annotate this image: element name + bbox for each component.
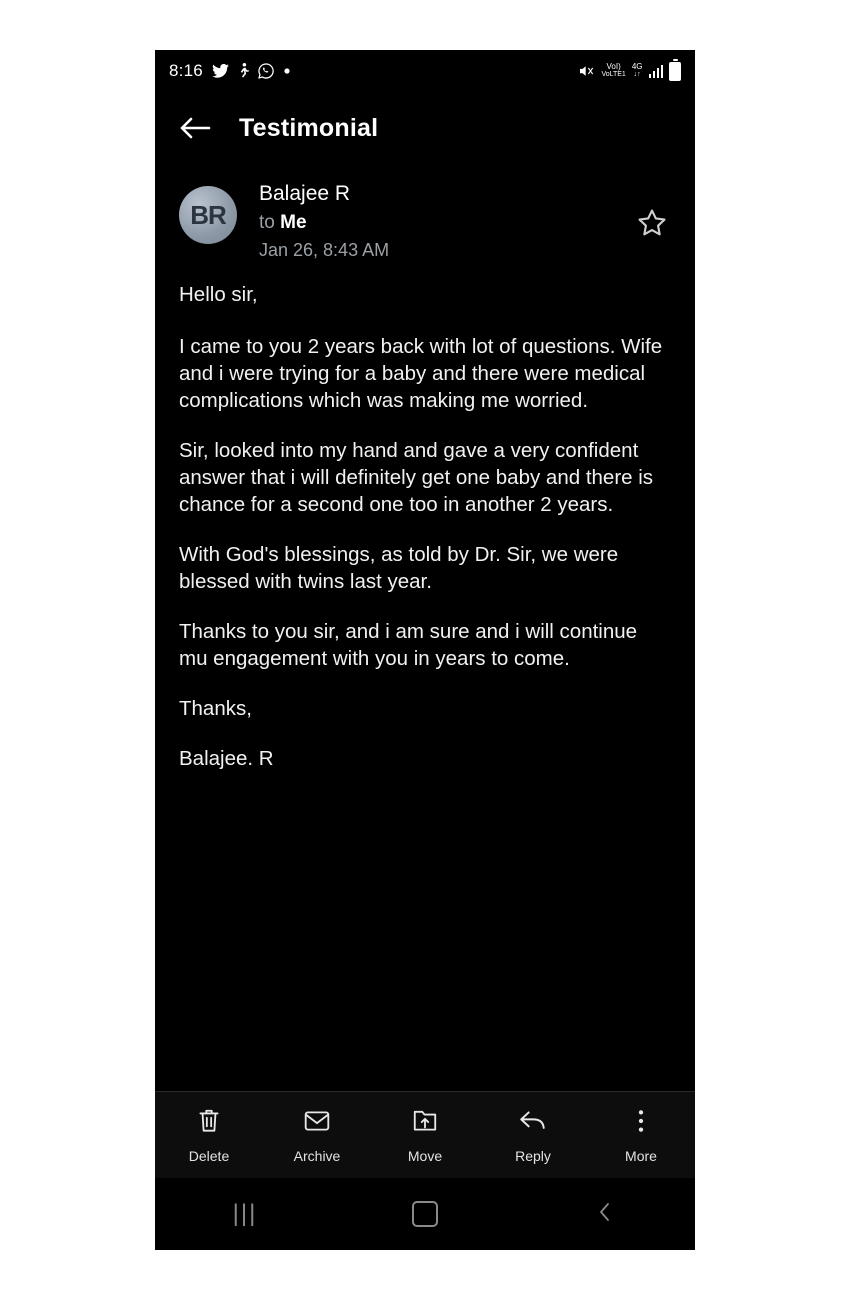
move-label: Move <box>407 1147 443 1164</box>
signal-icon <box>649 64 664 78</box>
archive-button[interactable] <box>263 1107 371 1164</box>
status-clock: 8:16 <box>169 61 203 80</box>
recipient-prefix: to <box>259 212 275 233</box>
dot-icon <box>283 67 291 75</box>
battery-icon <box>669 62 681 81</box>
system-nav-bar <box>155 1178 695 1250</box>
body-paragraph: Sir, looked into my hand and gave a very confident answer that i will definitely get one baby and there is chance for a second one too in another 2 years. <box>179 439 654 516</box>
status-right-group <box>579 50 681 92</box>
phone-screen <box>155 50 695 1250</box>
archive-label: Archive <box>293 1147 341 1164</box>
twitter-icon <box>212 64 229 78</box>
avatar: BR <box>179 186 237 244</box>
system-back-button[interactable] <box>515 1201 695 1228</box>
home-square-icon <box>412 1201 438 1227</box>
mute-icon <box>579 64 595 78</box>
message-body <box>155 261 695 772</box>
whatsapp-icon <box>258 63 274 79</box>
reply-label: Reply <box>515 1147 551 1164</box>
more-button[interactable] <box>587 1107 695 1164</box>
move-button[interactable] <box>371 1107 479 1164</box>
sender-name[interactable]: Balajee R <box>259 182 351 205</box>
body-paragraph: With God's blessings, as told by Dr. Sir, we were blessed with twins last year. <box>179 543 619 593</box>
move-to-folder-icon <box>412 1107 438 1140</box>
reply-arrow-icon <box>518 1107 548 1140</box>
status-left-group <box>169 61 291 81</box>
trash-icon <box>196 1107 222 1140</box>
delete-label: Delete <box>188 1147 230 1164</box>
volte-icon: VoI) VoLTE1 <box>601 62 626 78</box>
sender-details <box>259 182 389 261</box>
recipient-name: Me <box>280 212 307 233</box>
back-chevron-icon <box>596 1201 614 1228</box>
signature-line-2: Balajee. R <box>179 747 274 770</box>
recents-icon: ||| <box>232 1200 258 1227</box>
body-paragraph: Hello sir, <box>179 283 258 306</box>
more-vertical-icon <box>636 1107 646 1140</box>
recipient-line[interactable] <box>259 212 389 234</box>
reply-button[interactable] <box>479 1107 587 1164</box>
more-label: More <box>625 1147 657 1164</box>
action-bar <box>155 1091 695 1178</box>
body-paragraph: Thanks to you sir, and i am sure and i will continue mu engagement with you in years to come. <box>179 620 638 670</box>
message-date: Jan 26, 8:43 AM <box>259 240 390 260</box>
message-header <box>155 164 695 261</box>
delete-button[interactable] <box>155 1107 263 1164</box>
home-button[interactable] <box>335 1201 515 1227</box>
status-bar <box>155 50 695 92</box>
star-icon[interactable] <box>635 206 669 245</box>
recents-button[interactable] <box>155 1200 335 1228</box>
network-type-label: 4G ↓↑ <box>631 62 643 78</box>
body-paragraph: I came to you 2 years back with lot of questions. Wife and i were trying for a baby and there were medical complications which was making me worried. <box>179 335 663 412</box>
app-bar <box>155 92 695 164</box>
page-title: Testimonial <box>239 113 379 142</box>
archive-icon <box>303 1107 331 1140</box>
back-arrow-icon[interactable] <box>179 116 211 140</box>
walking-icon <box>238 63 249 79</box>
signature-line-1: Thanks, <box>179 697 252 720</box>
